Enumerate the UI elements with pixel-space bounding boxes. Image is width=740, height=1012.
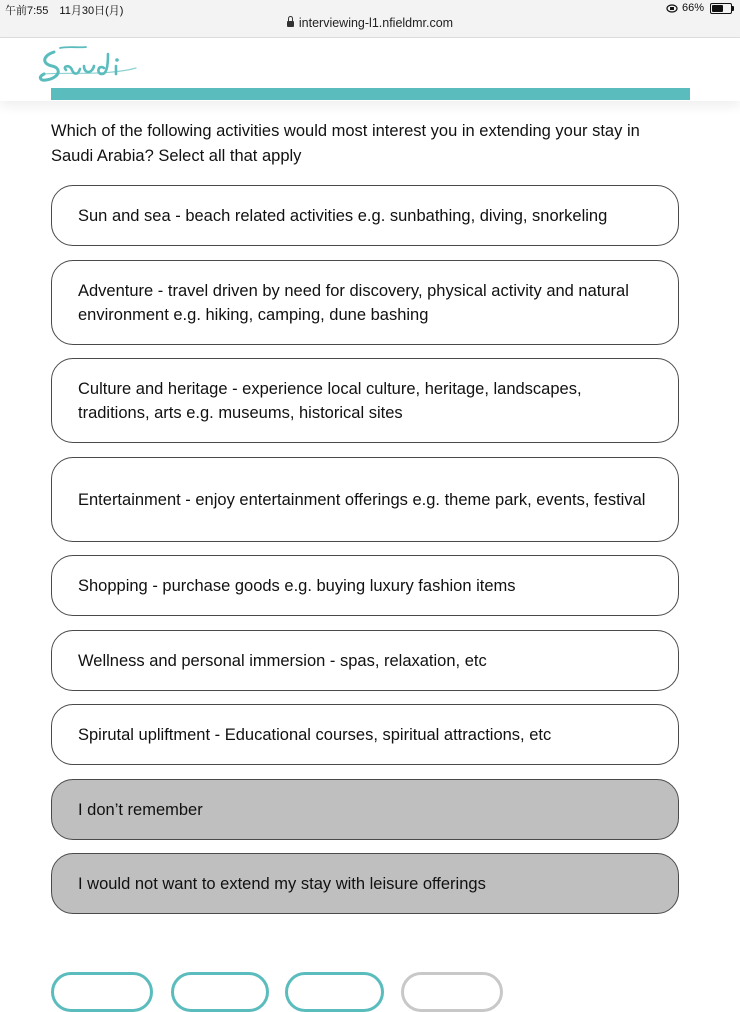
status-time: 午前7:55 11月30日(月) <box>5 5 124 17</box>
option-wellness[interactable] <box>51 630 679 691</box>
option-label: I would not want to extend my stay with leisure offerings <box>78 874 486 893</box>
option-label: Wellness and personal immersion - spas, relaxation, etc <box>78 651 487 670</box>
option-label: Adventure - travel driven by need for discovery, physical activity and natural environment e.g. hiking, camping, dune bashing <box>78 281 629 324</box>
nav-button-4[interactable] <box>401 972 503 1012</box>
lock-icon <box>287 21 294 27</box>
option-shopping[interactable] <box>51 555 679 616</box>
progress-bar <box>51 88 690 100</box>
option-sun-and-sea[interactable] <box>51 185 679 246</box>
option-label: Entertainment - enjoy entertainment offerings e.g. theme park, events, festival <box>78 490 646 509</box>
option-label: Shopping - purchase goods e.g. buying luxury fashion items <box>78 576 516 595</box>
option-would-not-extend[interactable] <box>51 853 679 914</box>
nav-button-3[interactable] <box>285 972 384 1012</box>
orientation-lock-icon <box>666 4 678 13</box>
option-spiritual[interactable] <box>51 704 679 765</box>
option-entertainment[interactable] <box>51 457 679 542</box>
option-adventure[interactable] <box>51 260 679 345</box>
option-label: I don’t remember <box>78 800 203 819</box>
survey-header <box>0 38 740 101</box>
option-label: Culture and heritage - experience local culture, heritage, landscapes, traditions, arts e.g. museums, historical sites <box>78 379 582 422</box>
url-text: interviewing-l1.nfieldmr.com <box>298 16 454 30</box>
status-right <box>666 2 732 14</box>
status-bar <box>0 0 740 38</box>
option-label: Spirutal upliftment - Educational courses, spiritual attractions, etc <box>78 725 552 744</box>
nav-button-1[interactable] <box>51 972 153 1012</box>
nav-button-2[interactable] <box>171 972 269 1012</box>
address-bar[interactable] <box>0 16 740 30</box>
option-label: Sun and sea - beach related activities e.g. sunbathing, diving, snorkeling <box>78 206 608 225</box>
question-text: Which of the following activities would most interest you in extending your stay in Saudi Arabia? Select all that apply <box>51 122 640 165</box>
saudi-logo <box>38 44 142 86</box>
battery-percent: 66% <box>681 2 704 14</box>
option-culture-heritage[interactable] <box>51 358 679 443</box>
battery-icon <box>710 3 732 14</box>
option-dont-remember[interactable] <box>51 779 679 840</box>
